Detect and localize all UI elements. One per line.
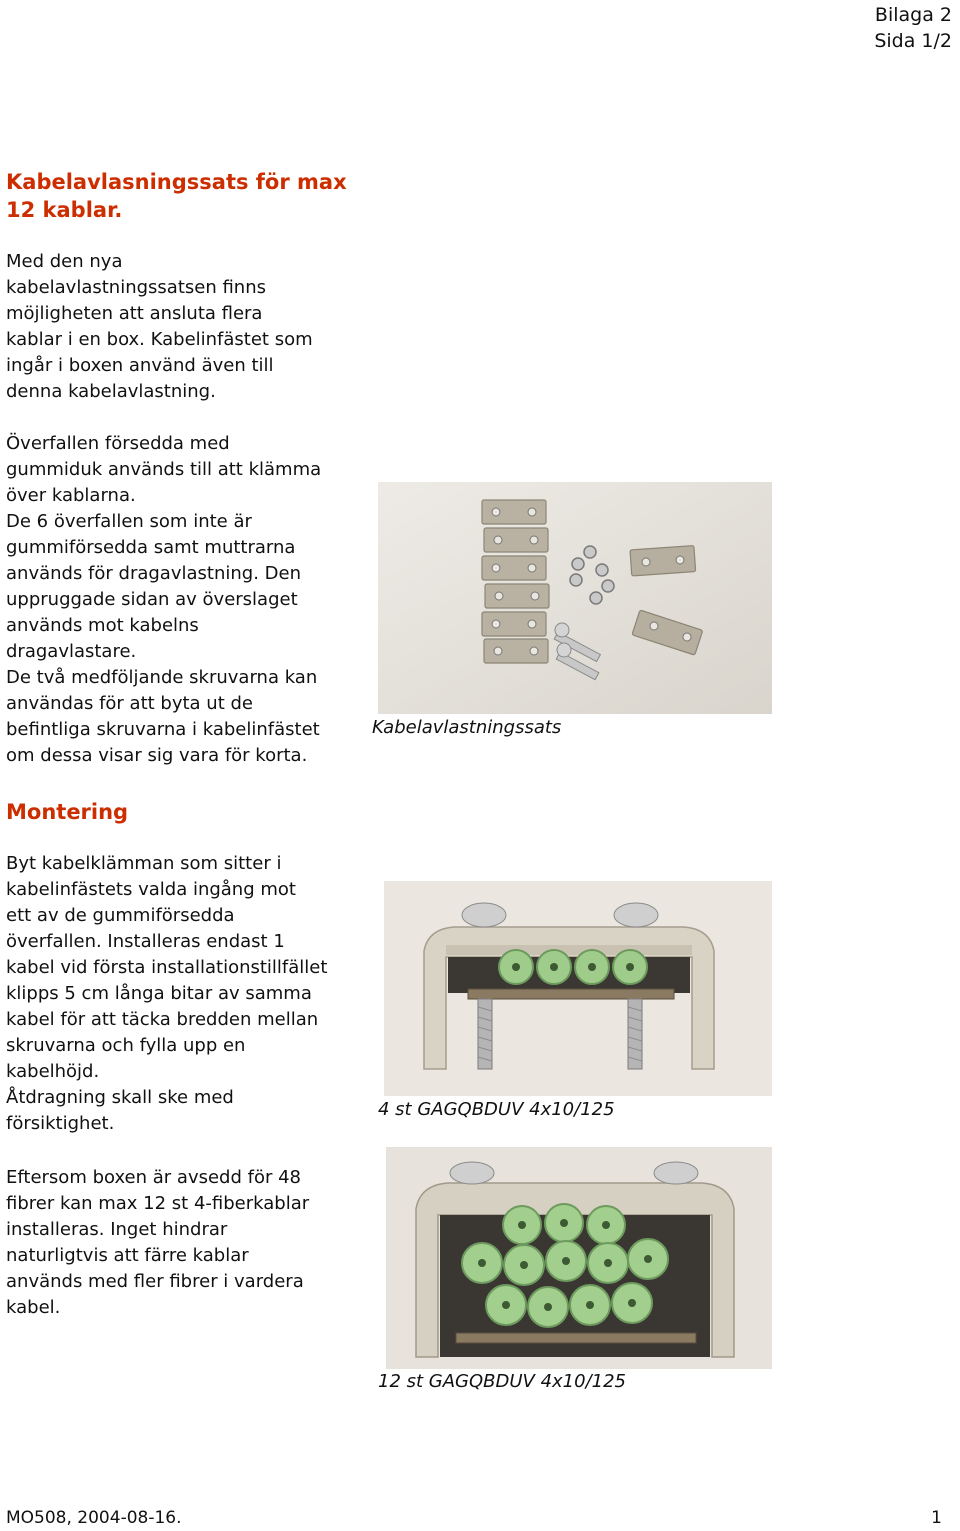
four-cables-drawing — [384, 881, 772, 1096]
footer-document-id: MO508, 2004-08-16. — [6, 1508, 182, 1528]
intro-paragraph-1: Med den nya kabelavlastningssatsen finns möjligheten att ansluta flera kablar i en box. Kabelinfästet som ingår i boxen använd även till denna kabelavlastning. — [6, 251, 313, 402]
intro-paragraph-2: Överfallen försedda med gummiduk används till att klämma över kablarna. De 6 överfallen som inte är gummiförsedda samt muttrarna används för dragavlastning. Den uppruggade sidan av överslaget används mot kabelns dragavlastare. De två medföljande skruvarna kan användas för att byta ut de befintliga skruvarna i kabelinfästet om dessa visar sig vara för korta. — [6, 433, 322, 766]
section-heading-montering: Montering — [6, 800, 129, 824]
montering-paragraph-2: Eftersom boxen är avsedd för 48 fibrer kan max 12 st 4-fiberkablar installeras. Inget hindrar naturligtvis att färre kablar används med fler fibrer i vardera kabel. — [6, 1167, 310, 1318]
page-header — [874, 2, 952, 54]
montering-paragraph-1: Byt kabelklämman som sitter i kabelinfästets valda ingång mot ett av de gummiförsedda överfallen. Installeras endast 1 kabel vid första installationstillfället klipps 5 cm långa bitar av samma kabel för att täcka bredden mellan skruvarna och fylla upp en kabelhöjd. Åtdragning skall ske med försiktighet. — [6, 853, 328, 1134]
twelve-cables-photo — [386, 1147, 772, 1369]
four-cables-photo — [384, 881, 772, 1096]
attachment-label: Bilaga 2 — [874, 4, 952, 26]
kit-photo — [378, 482, 772, 714]
kit-photo-drawing — [378, 482, 772, 714]
twelve-cables-drawing — [386, 1147, 772, 1369]
page-indicator: Sida 1/2 — [874, 30, 952, 52]
document-title: Kabelavlasningssats för max 12 kablar. — [6, 170, 347, 222]
footer-page-number: 1 — [931, 1508, 942, 1528]
four-cables-caption: 4 st GAGQBDUV 4x10/125 — [378, 1099, 615, 1120]
twelve-cables-caption: 12 st GAGQBDUV 4x10/125 — [378, 1371, 627, 1392]
kit-photo-caption: Kabelavlastningssats — [372, 717, 562, 738]
